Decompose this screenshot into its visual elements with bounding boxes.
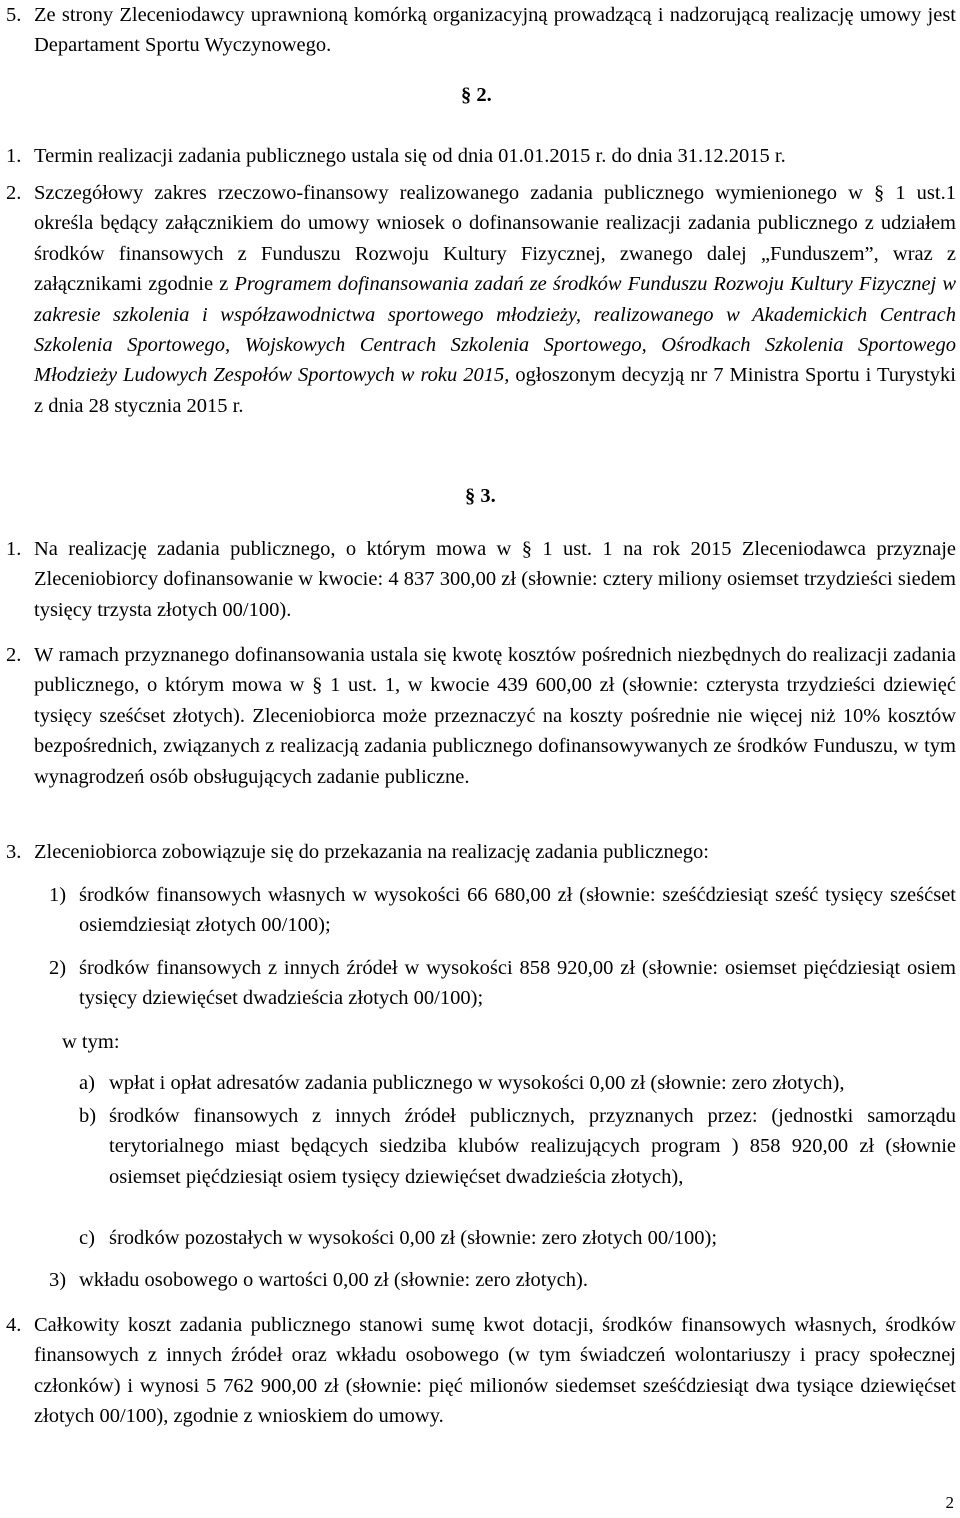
paragraph-number: 2. [6,644,22,666]
sub-list-item-label: a) [79,1072,95,1094]
sub-list-item-text: środków pozostałych w wysokości 0,00 zł (słownie: zero złotych 00/100); [109,1227,718,1249]
section-2-heading: § 2. [461,84,492,106]
list-item-text: środków finansowych własnych w wysokości 66 680,00 zł (słownie: sześćdziesiąt sześć tysięcy sześćset osiemdziesiąt złotych 00/100); [79,884,956,937]
list-item-label: 1) [49,884,67,906]
paragraph-text: Na realizację zadania publicznego, o którym mowa w § 1 ust. 1 na rok 2015 Zleceniodawca przyznaje Zleceniobiorcy dofinansowanie w kwocie: 4 837 300,00 zł (słownie: cztery miliony osiemset trzydzieści siedem tysięcy trzysta złotych 00/100). [34,538,956,621]
paragraph-text-end: ogłoszonym decyzją nr 7 Ministra Sportu i Turystyki z dnia 28 stycznia 2015 r. [34,364,956,417]
paragraph-number: 2. [6,182,22,204]
list-item-label: 2) [49,957,67,979]
item-text: Ze strony Zleceniodawcy uprawnioną komórką organizacyjną prowadzącą i nadzorującą realizację umowy jest Departament Sportu Wyczynowego. [34,4,956,57]
paragraph-number: 1. [6,145,22,167]
sub-list-item-label: c) [79,1227,95,1249]
paragraph-number: 4. [6,1314,22,1336]
paragraph-number: 3. [6,841,22,863]
section-3-heading: § 3. [465,485,496,507]
paragraph-text: Termin realizacji zadania publicznego ustala się od dnia 01.01.2015 r. do dnia 31.12.2015 r. [34,145,786,167]
list-item-label: 3) [49,1269,67,1291]
sub-list-item-text: wpłat i opłat adresatów zadania publicznego w wysokości 0,00 zł (słownie: zero złotych), [109,1072,845,1094]
paragraph-text [34,178,956,421]
paragraph-text: Zleceniobiorca zobowiązuje się do przekazania na realizację zadania publicznego: [34,841,709,863]
paragraph-text-start: Szczegółowy zakres rzeczowo-finansowy realizowanego zadania publicznego wymienionego w § 1 ust.1 określa będący załącznikiem do umowy wniosek o dofinansowanie realizacji zadania publicznego z udziałem środków finansowych z Funduszu Rozwoju Kultury Fizycznej, zwanego dalej „Funduszem”, wraz z załącznikami zgodnie z [34,182,956,296]
sub-list-item-label: b) [79,1105,97,1127]
page-number: 2 [945,1493,954,1512]
item-number: 5. [6,4,22,26]
paragraph-text: Całkowity koszt zadania publicznego stanowi sumę kwot dotacji, środków finansowych własnych, środków finansowych z innych źródeł oraz wkładu osobowego (w tym świadczeń wolontariuszy i pracy społecznej członków) i wynosi 5 762 900,00 zł (słownie: pięć milionów siedemset sześćdziesiąt dwa tysiące dziewięćset złotych 00/100), zgodnie z wnioskiem do umowy. [34,1314,956,1428]
program-title: Programem dofinansowania zadań ze środków Funduszu Rozwoju Kultury Fizycznej w zakresie szkolenia i współzawodnictwa sportowego młodzieży, realizowanego w Akademickich Centrach Szkolenia Sportowego, Wojskowych Centrach Szkolenia Sportowego, Ośrodkach Szkolenia Sportowego Młodzieży Ludowych Zespołów Sportowych w roku 2015, [34,273,956,387]
paragraph-text: W ramach przyznanego dofinansowania ustala się kwotę kosztów pośrednich niezbędnych do realizacji zadania publicznego, o którym mowa w § 1 ust. 1, w kwocie 439 600,00 zł (słownie: czterysta trzydzieści dziewięć tysięcy sześćset złotych). Zleceniobiorca może przeznaczyć na koszty pośrednie nie więcej niż 10% kosztów bezpośrednich, związanych z realizacją zadania publicznego dofinansowywanych ze środków Funduszu, w tym wynagrodzeń osób obsługujących zadanie publiczne. [34,644,956,788]
list-item-text: wkładu osobowego o wartości 0,00 zł (słownie: zero złotych). [79,1269,588,1291]
w-tym-label: w tym: [62,1031,120,1053]
list-item-text: środków finansowych z innych źródeł w wysokości 858 920,00 zł (słownie: osiemset pięćdziesiąt osiem tysięcy dziewięćset dwadzieścia złotych 00/100); [79,957,956,1010]
sub-list-item-text: środków finansowych z innych źródeł publicznych, przyznanych przez: (jednostki samorządu terytorialnego miast będących siedziba klubów realizujących program ) 858 920,00 zł (słownie osiemset pięćdziesiąt osiem tysięcy dziewięćset dwadzieścia złotych), [109,1105,956,1188]
paragraph-number: 1. [6,538,22,560]
